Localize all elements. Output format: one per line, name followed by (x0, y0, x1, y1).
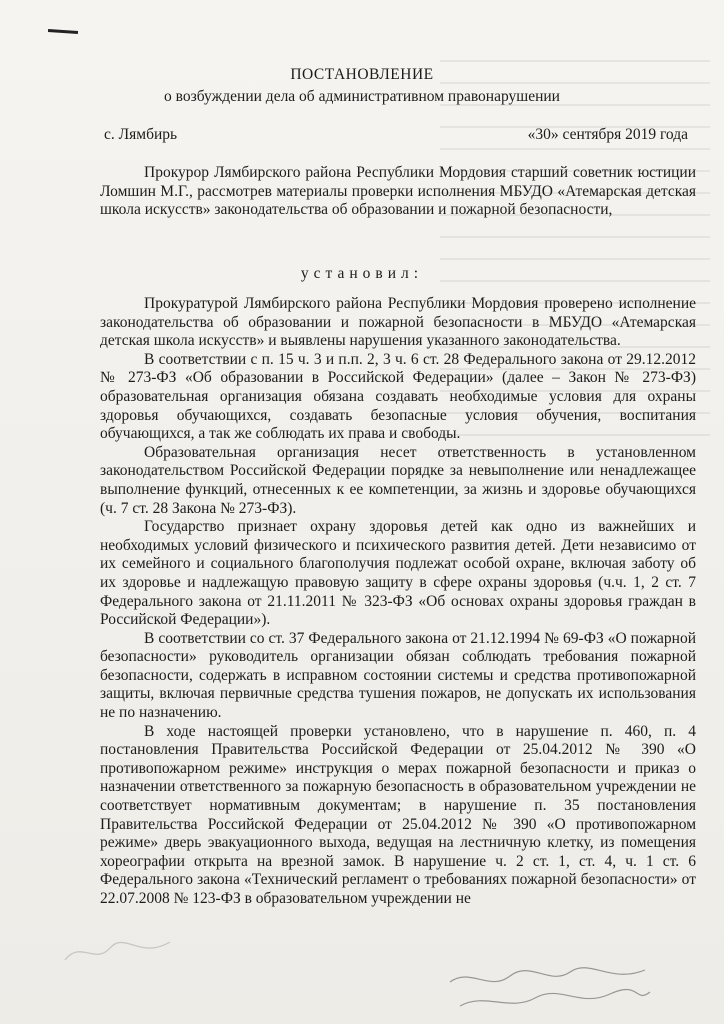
document-subtitle: о возбуждении дела об административном правонарушении (164, 88, 560, 105)
body-paragraph: Государство признает охрану здоровья детей как одно из важнейших и необходимых условий физического и психического развития детей. Дети независимо от их семейного и социального благополучия подлежат особой охране, включая заботу об их здоровье и надлежащую правовую защиту в сфере охраны здоровья (ч.ч. 1, 2 ст. 7 Федерального закона от 21.11.2011 № 323-ФЗ «Об основах охраны здоровья граждан в Российской Федерации»). (100, 518, 696, 629)
intro-text: Прокурор Лямбирского района Республики Мордовия старший советник юстиции Ломшин М.Г., рассмотрев материалы проверки исполнения МБУДО «Атемарская детская школа искусств» законодательства об образовании и пожарной безопасности, (100, 164, 696, 219)
document-body (100, 295, 696, 909)
body-paragraph: В ходе настоящей проверки установлено, что в нарушение п. 460, п. 4 постановления Правительства Российской Федерации от 25.04.2012 № 390 «О противопожарном режиме» инструкция о мерах пожарной безопасности и приказ о назначении ответственного за пожарную безопасность в образовательном учреждении не соответствует нормативным документам; в нарушение п. 35 постановления Правительства Российской Федерации от 25.04.2012 № 390 «О противопожарном режиме» дверь эвакуационного выхода, ведущая на лестничную клетку, из помещения хореографии открыта на врезной замок. В нарушение ч. 2 ст. 1, ст. 4, ч. 1 ст. 6 Федерального закона «Технический регламент о требованиях пожарной безопасности» от 22.07.2008 № 123-ФЗ в образовательном учреждении не (100, 722, 696, 907)
body-paragraph: Прокуратурой Лямбирского района Республики Мордовия проверено исполнение законодательства об образовании и пожарной безопасности в МБУДО «Атемарская детская школа искусств» и выявлены нарушения указанного законодательства. (100, 295, 696, 350)
body-paragraph: Образовательная организация несет ответственность в установленном законодательством Российской Федерации порядке за невыполнение или ненадлежащее выполнение функций, отнесенных к ее компетенции, за жизнь и здоровье обучающихся (ч. 7 ст. 28 Закона № 273-ФЗ). (100, 443, 696, 517)
pen-mark (48, 29, 78, 34)
handwritten-note (440, 962, 660, 1018)
intro-paragraph (100, 164, 696, 220)
section-heading-ustanovil: установил: (300, 265, 424, 282)
place-of-issue: с. Лямбирь (104, 126, 178, 143)
body-paragraph: В соответствии со ст. 37 Федерального закона от 21.12.1994 № 69-ФЗ «О пожарной безопасности» руководитель организации обязан соблюдать требования пожарной безопасности, содержать в исправном состоянии системы и средства противопожарной защиты, включая первичные средства тушения пожаров, не допускать их использования не по назначению. (100, 629, 696, 722)
body-paragraph: В соответствии с п. 15 ч. 3 и п.п. 2, 3 ч. 6 ст. 28 Федерального закона от 29.12.2012 № 273-ФЗ «Об образовании в Российской Федерации» (далее – Закон № 273-ФЗ) образовательная организация обязана создавать необходимые условия для охраны здоровья обучающихся, создавать безопасные условия обучения, воспитания обучающихся, а так же соблюдать их права и свободы. (100, 350, 696, 443)
issue-date: «30» сентября 2019 года (527, 126, 688, 143)
faint-handwriting-left (60, 930, 180, 970)
document-title: ПОСТАНОВЛЕНИЕ (290, 66, 434, 83)
